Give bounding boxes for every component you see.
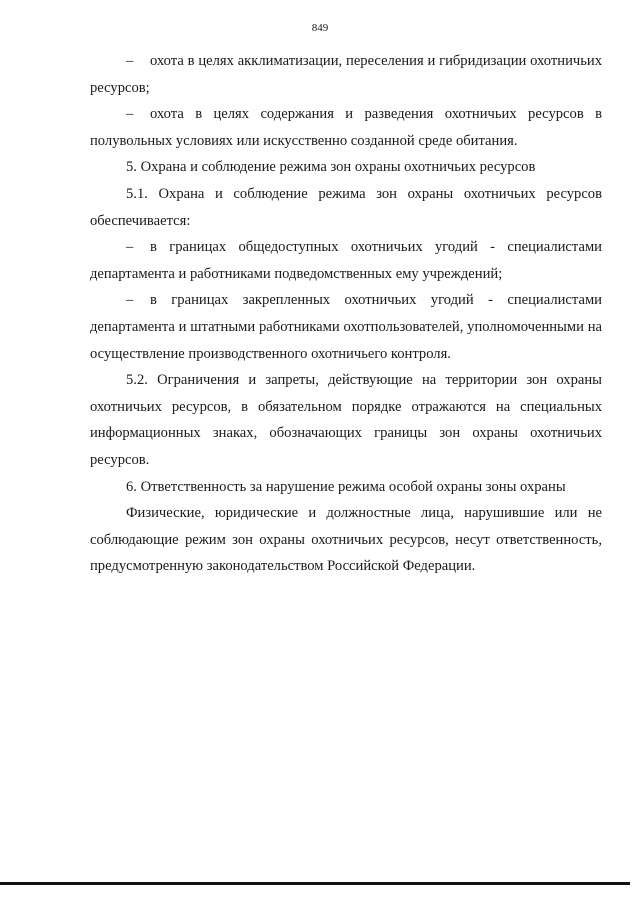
paragraph-text: охота в целях содержания и разведения охотничьих ресурсов в полувольных условиях или искусственно созданной среде обитания. — [90, 106, 602, 149]
section-heading-5: 5. Охрана и соблюдение режима зон охраны охотничьих ресурсов — [126, 159, 536, 176]
paragraph-liability: Физические, юридические и должностные лица, нарушившие или не соблюдающие режим зон охраны охотничьих ресурсов, несут ответственность, предусмотренную законодательством Российской Федерации. — [90, 505, 602, 575]
paragraph-text: в границах закрепленных охотничьих угодий - специалистами департамента и штатными работниками охотпользователей, уполномоченными на осуществление производственного охотничьего контроля. — [90, 292, 602, 362]
page-number: 849 — [311, 22, 329, 34]
paragraph-bullet — [90, 287, 602, 367]
paragraph-text: охота в целях акклиматизации, переселения и гибридизации охотничьих ресурсов; — [90, 53, 602, 96]
section-heading-6: 6. Ответственность за нарушение режима особой охраны зоны охраны — [126, 478, 566, 495]
page-bottom-rule — [0, 882, 630, 885]
dash-marker: – — [126, 106, 134, 123]
paragraph-bullet — [90, 101, 602, 154]
dash-marker: – — [126, 239, 134, 256]
paragraph-text: в границах общедоступных охотничьих угодий - специалистами департамента и работниками подведомственных ему учреждений; — [90, 239, 602, 282]
document-body — [90, 48, 602, 580]
dash-marker: – — [126, 292, 134, 309]
paragraph-5-1: 5.1. Охрана и соблюдение режима зон охраны охотничьих ресурсов обеспечивается: — [90, 185, 602, 229]
dash-marker: – — [126, 53, 134, 69]
paragraph-bullet — [90, 234, 602, 287]
paragraph-bullet — [90, 48, 602, 101]
paragraph-5-2: 5.2. Ограничения и запреты, действующие на территории зон охраны охотничьих ресурсов, в обязательном порядке отражаются на специальных информационных знаках, обозначающих границы зон охраны охотничьих ресурсов. — [90, 372, 602, 468]
